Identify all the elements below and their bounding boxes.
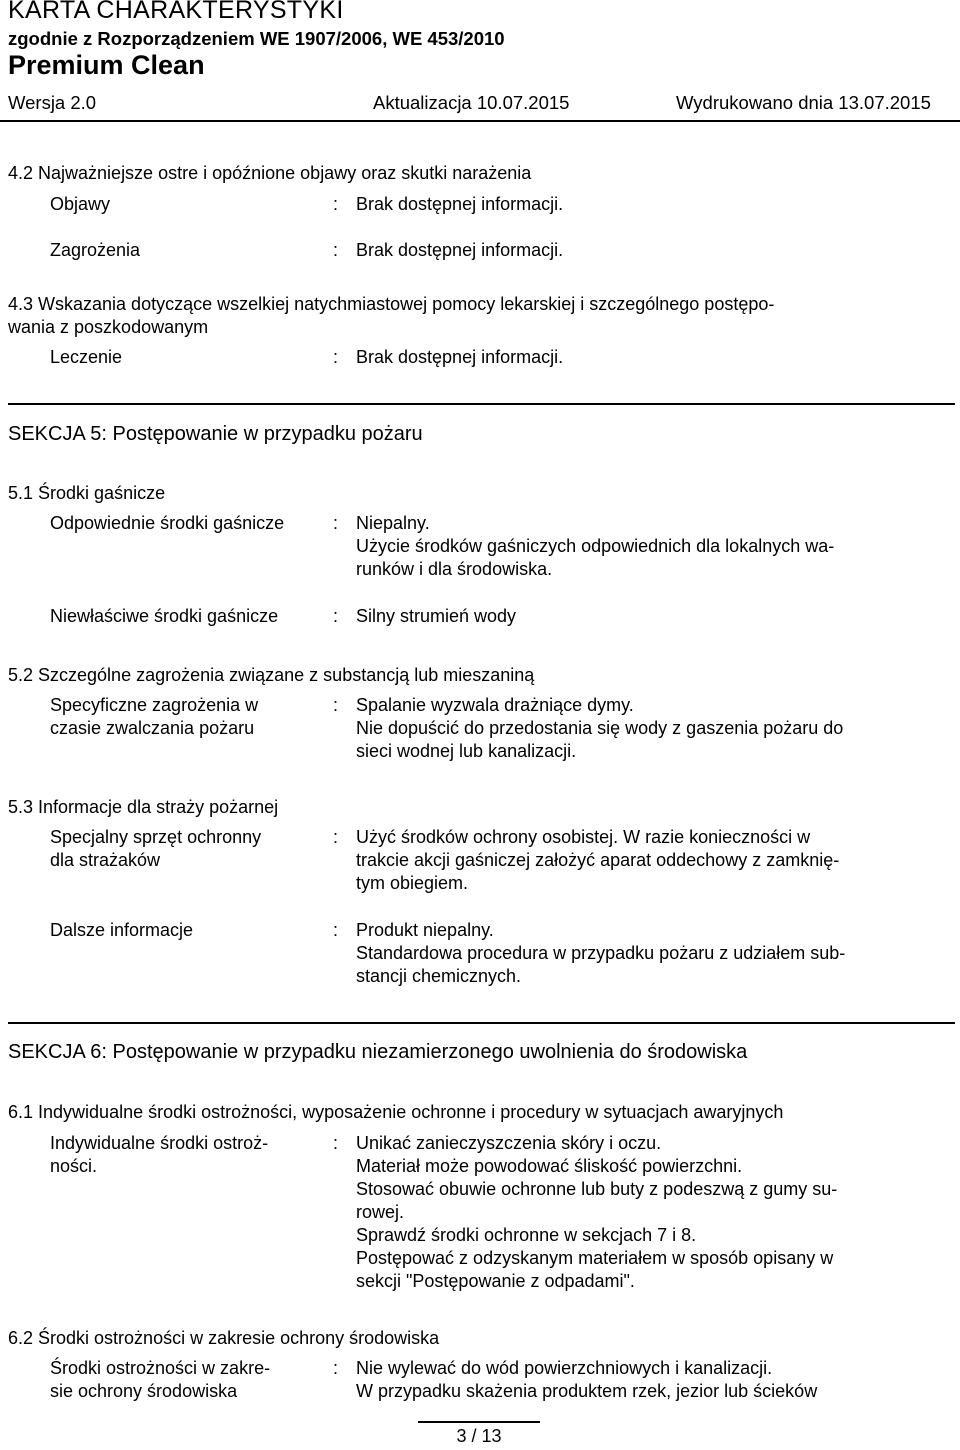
specific-hazards-line1: Spalanie wyzwala drażniące dymy.	[356, 695, 634, 715]
specific-hazards-label-line2: czasie zwalczania pożaru	[50, 718, 255, 738]
subsection-5-2-title: 5.2 Szczególne zagrożenia związane z substancją lub mieszaniną	[8, 665, 535, 685]
colon: :	[333, 1133, 339, 1153]
environmental-precautions-line1: Nie wylewać do wód powierzchniowych i kanalizacji.	[356, 1358, 773, 1378]
colon: :	[333, 695, 339, 715]
subsection-4-3-title-line2: wania z poszkodowanym	[8, 317, 209, 337]
environmental-precautions-label-line1: Środki ostrożności w zakre-	[50, 1358, 271, 1378]
personal-precautions-line4: rowej.	[356, 1202, 405, 1222]
personal-precautions-label-line1: Indywidualne środki ostroż-	[50, 1133, 269, 1153]
suitable-media-label: Odpowiednie środki gaśnicze	[50, 513, 285, 533]
further-info-line3: stancji chemicznych.	[356, 966, 522, 986]
specific-hazards-line3: sieci wodnej lub kanalizacji.	[356, 741, 577, 761]
section-divider	[8, 403, 955, 405]
personal-precautions-line2: Materiał może powodować śliskość powierzchni.	[356, 1156, 743, 1176]
specific-hazards-label-line1: Specyficzne zagrożenia w	[50, 695, 259, 715]
personal-precautions-line6: Postępować z odzyskanym materiałem w sposób opisany w	[356, 1248, 834, 1268]
colon: :	[333, 606, 339, 626]
document-title: KARTA CHARAKTERYSTYKI	[8, 0, 344, 24]
suitable-media-line3: runków i dla środowiska.	[356, 559, 553, 579]
suitable-media-line1: Niepalny.	[356, 513, 430, 533]
hazards-value: Brak dostępnej informacji.	[356, 240, 564, 260]
suitable-media-line2: Użycie środków gaśniczych odpowiednich dla lokalnych wa-	[356, 536, 835, 556]
environmental-precautions-line2: W przypadku skażenia produktem rzek, jezior lub ścieków	[356, 1381, 818, 1401]
unsuitable-media-value: Silny strumień wody	[356, 606, 517, 626]
environmental-precautions-label-line2: sie ochrony środowiska	[50, 1381, 238, 1401]
personal-precautions-line7: sekcji "Postępowanie z odpadami".	[356, 1271, 635, 1291]
colon: :	[333, 920, 339, 940]
protective-equipment-label-line1: Specjalny sprzęt ochronny	[50, 827, 262, 847]
protective-equipment-line1: Użyć środków ochrony osobistej. W razie konieczności w	[356, 827, 811, 847]
colon: :	[333, 194, 339, 214]
treatment-label: Leczenie	[50, 347, 123, 367]
section-divider	[8, 1022, 955, 1024]
subsection-4-3-title-line1: 4.3 Wskazania dotyczące wszelkiej natychmiastowej pomocy lekarskiej i szczególnego postępo-	[8, 294, 775, 314]
colon: :	[333, 240, 339, 260]
protective-equipment-label-line2: dla strażaków	[50, 850, 161, 870]
colon: :	[333, 827, 339, 847]
further-info-label: Dalsze informacje	[50, 920, 194, 940]
symptoms-label: Objawy	[50, 194, 111, 214]
header-divider	[0, 120, 960, 122]
section-5-title: SEKCJA 5: Postępowanie w przypadku pożaru	[8, 423, 423, 445]
colon: :	[333, 347, 339, 367]
hazards-label: Zagrożenia	[50, 240, 141, 260]
colon: :	[333, 1358, 339, 1378]
further-info-line2: Standardowa procedura w przypadku pożaru z udziałem sub-	[356, 943, 846, 963]
specific-hazards-line2: Nie dopuścić do przedostania się wody z gaszenia pożaru do	[356, 718, 844, 738]
section-6-title: SEKCJA 6: Postępowanie w przypadku niezamierzonego uwolnienia do środowiska	[8, 1041, 748, 1063]
subsection-5-3-title: 5.3 Informacje dla straży pożarnej	[8, 797, 279, 817]
print-date: Wydrukowano dnia 13.07.2015	[676, 92, 931, 113]
symptoms-value: Brak dostępnej informacji.	[356, 194, 564, 214]
subsection-4-2-title: 4.2 Najważniejsze ostre i opóźnione objawy oraz skutki narażenia	[8, 163, 532, 183]
regulation-subtitle: zgodnie z Rozporządzeniem WE 1907/2006, WE 453/2010	[8, 28, 505, 49]
update-date: Aktualizacja 10.07.2015	[373, 92, 570, 113]
personal-precautions-label-line2: ności.	[50, 1156, 98, 1176]
protective-equipment-line3: tym obiegiem.	[356, 873, 469, 893]
further-info-line1: Produkt niepalny.	[356, 920, 494, 940]
subsection-5-1-title: 5.1 Środki gaśnicze	[8, 483, 166, 503]
personal-precautions-line5: Sprawdź środki ochronne w sekcjach 7 i 8.	[356, 1225, 697, 1245]
subsection-6-1-title: 6.1 Indywidualne środki ostrożności, wyposażenie ochronne i procedury w sytuacjach awaryjnych	[8, 1102, 784, 1122]
subsection-6-2-title: 6.2 Środki ostrożności w zakresie ochrony środowiska	[8, 1328, 440, 1348]
unsuitable-media-label: Niewłaściwe środki gaśnicze	[50, 606, 279, 626]
treatment-value: Brak dostępnej informacji.	[356, 347, 564, 367]
product-name: Premium Clean	[8, 50, 205, 80]
protective-equipment-line2: trakcie akcji gaśniczej założyć aparat oddechowy z zamknię-	[356, 850, 840, 870]
version-label: Wersja 2.0	[8, 92, 97, 113]
footer-divider	[418, 1421, 540, 1423]
page-number: 3 / 13	[456, 1426, 502, 1446]
personal-precautions-line3: Stosować obuwie ochronne lub buty z podeszwą z gumy su-	[356, 1179, 838, 1199]
colon: :	[333, 513, 339, 533]
personal-precautions-line1: Unikać zanieczyszczenia skóry i oczu.	[356, 1133, 662, 1153]
